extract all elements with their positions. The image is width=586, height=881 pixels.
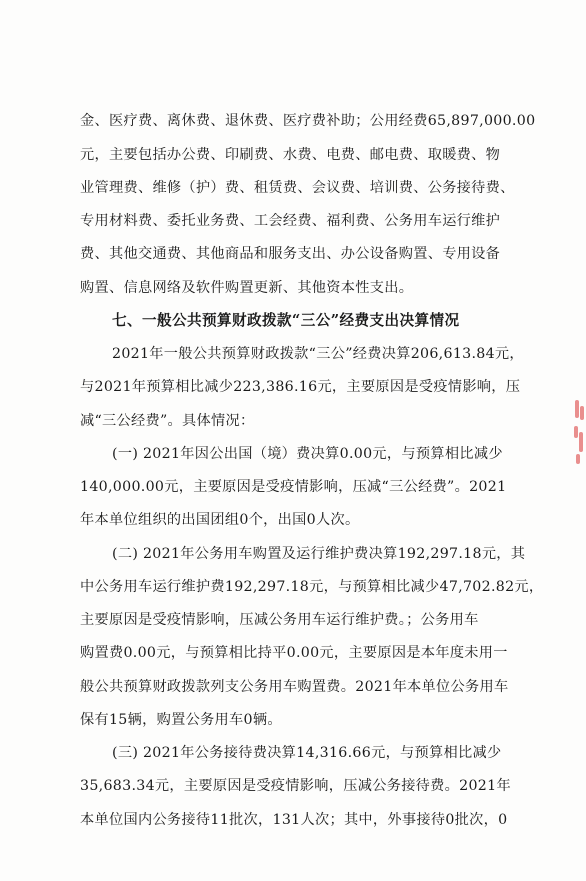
body-text-line: (三) 2021年公务接待费决算14,316.66元，与预算相比减少 bbox=[112, 745, 502, 761]
body-text-line: 费、其他交通费、其他商品和服务支出、办公设备购置、专用设备 bbox=[80, 246, 501, 262]
body-text-line: 减“三公经费”。具体情况： bbox=[80, 413, 255, 429]
body-text-line: (一) 2021年因公出国（境）费决算0.00元，与预算相比减少 bbox=[112, 446, 503, 462]
section-heading: 七、一般公共预算财政拨款“三公”经费支出决算情况 bbox=[112, 312, 460, 329]
body-text-line: 金、医疗费、离休费、退休费、医疗费补助；公用经费65,897,000.00 bbox=[80, 113, 536, 129]
body-text-line: 年本单位组织的出国团组0个，出国0人次。 bbox=[80, 512, 360, 528]
body-text-line: 业管理费、维修（护）费、租赁费、会议费、培训费、公务接待费、 bbox=[80, 180, 515, 196]
body-text-line: (二) 2021年公务用车购置及运行维护费决算192,297.18元，其 bbox=[112, 546, 526, 562]
body-text-line: 保有15辆，购置公务用车0辆。 bbox=[80, 712, 282, 728]
body-text-line: 140,000.00元，主要原因是受疫情影响，压减“三公经费”。2021 bbox=[80, 479, 507, 495]
body-text-line: 主要原因是受疫情影响，压减公务用车运行维护费。；公务用车 bbox=[80, 612, 479, 628]
body-text-line: 元，主要包括办公费、印刷费、水费、电费、邮电费、取暖费、物 bbox=[80, 147, 501, 163]
seal-stamp-edge bbox=[572, 398, 586, 468]
body-text-line: 与2021年预算相比减少223,386.16元，主要原因是受疫情影响，压 bbox=[80, 379, 521, 395]
body-text-line: 般公共预算财政拨款列支公务用车购置费。2021年本单位公务用车 bbox=[80, 679, 509, 695]
body-text-line: 专用材料费、委托业务费、工会经费、福利费、公务用车运行维护 bbox=[80, 213, 501, 229]
body-text-line: 本单位国内公务接待11批次，131人次；其中，外事接待0批次，0 bbox=[80, 812, 508, 828]
body-text-line: 购置费0.00元，与预算相比持平0.00元，主要原因是本年度未用一 bbox=[80, 645, 508, 661]
body-text-line: 中公务用车运行维护费192,297.18元，与预算相比减少47,702.82元， bbox=[80, 579, 544, 595]
body-text-line: 购置、信息网络及软件购置更新、其他资本性支出。 bbox=[80, 280, 414, 296]
body-text-line: 2021年一般公共预算财政拨款“三公”经费决算206,613.84元， bbox=[112, 346, 524, 362]
body-text-line: 35,683.34元，主要原因是受疫情影响，压减公务接待费。2021年 bbox=[80, 778, 511, 794]
